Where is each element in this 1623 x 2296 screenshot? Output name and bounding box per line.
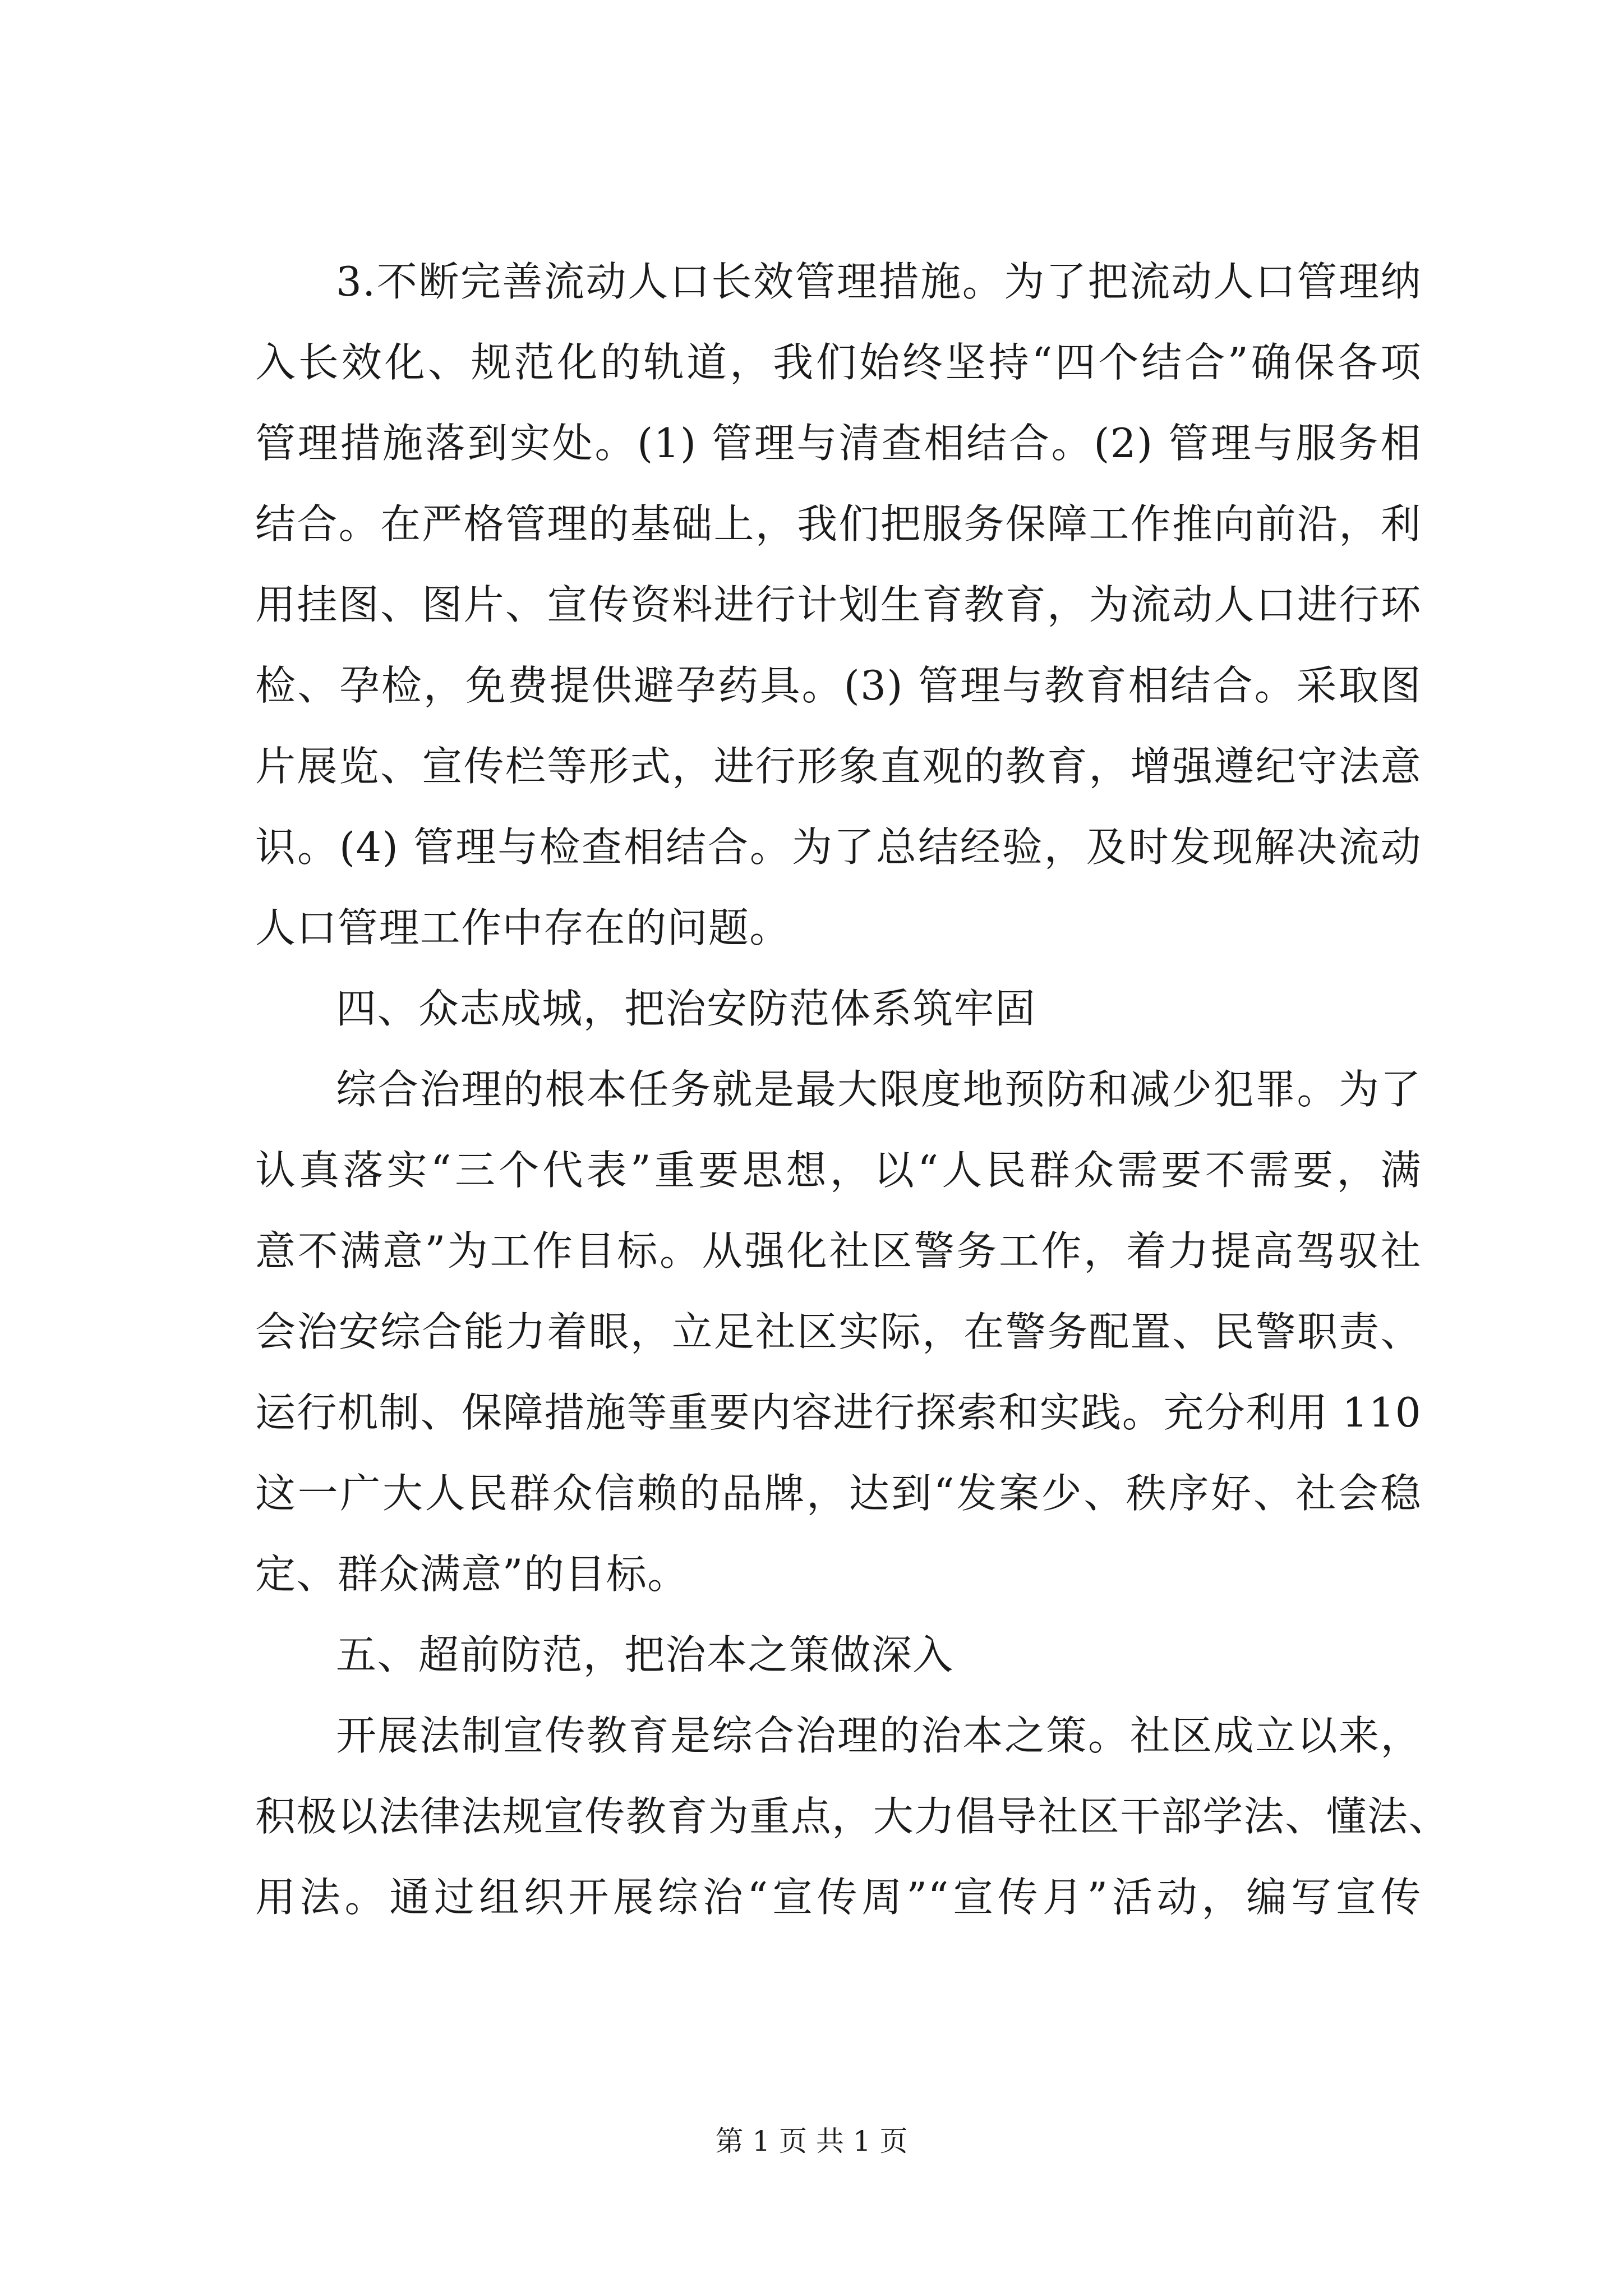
text-line: 认真落实“三个代表”重要思想，以“人民群众需要不需要，满 [255, 1147, 1422, 1194]
section-heading: 四、众志成城，把治安防范体系筑牢固 [336, 985, 1036, 1032]
text-line: 用法。通过组织开展综治“宣传周”“宣传月”活动，编写宣传 [255, 1874, 1422, 1921]
page-number-footer: 第 1 页 共 1 页 [715, 2125, 908, 2157]
text-line: 识。(4) 管理与检查相结合。为了总结经验，及时发现解决流动 [255, 823, 1422, 871]
text-line: 定、群众满意”的目标。 [255, 1550, 689, 1598]
text-line: 人口管理工作中存在的问题。 [255, 904, 791, 951]
section-heading: 五、超前防范，把治本之策做深入 [336, 1631, 954, 1678]
text-line: 3.不断完善流动人口长效管理措施。为了把流动人口管理纳 [336, 258, 1422, 305]
text-line: 意不满意”为工作目标。从强化社区警务工作，着力提高驾驭社 [255, 1227, 1422, 1274]
text-line: 入长效化、规范化的轨道，我们始终坚持“四个结合”确保各项 [255, 339, 1422, 386]
text-line: 会治安综合能力着眼，立足社区实际，在警务配置、民警职责、 [255, 1308, 1422, 1355]
text-line: 积极以法律法规宣传教育为重点，大力倡导社区干部学法、懂法、 [255, 1793, 1450, 1840]
text-line: 管理措施落到实处。(1) 管理与清查相结合。(2) 管理与服务相 [255, 420, 1422, 467]
text-line: 结合。在严格管理的基础上，我们把服务保障工作推向前沿，利 [255, 500, 1422, 547]
text-line: 检、孕检，免费提供避孕药具。(3) 管理与教育相结合。采取图 [255, 662, 1422, 709]
text-line: 综合治理的根本任务就是最大限度地预防和减少犯罪。为了 [336, 1066, 1422, 1113]
document-body [255, 241, 1450, 1938]
text-line: 开展法制宣传教育是综合治理的治本之策。社区成立以来， [336, 1712, 1422, 1759]
text-line: 用挂图、图片、宣传资料进行计划生育教育，为流动人口进行环 [255, 581, 1422, 628]
text-line: 片展览、宣传栏等形式，进行形象直观的教育，增强遵纪守法意 [255, 743, 1422, 790]
text-line: 运行机制、保障措施等重要内容进行探索和实践。充分利用 110 [255, 1389, 1422, 1436]
text-line: 这一广大人民群众信赖的品牌，达到“发案少、秩序好、社会稳 [255, 1470, 1422, 1517]
